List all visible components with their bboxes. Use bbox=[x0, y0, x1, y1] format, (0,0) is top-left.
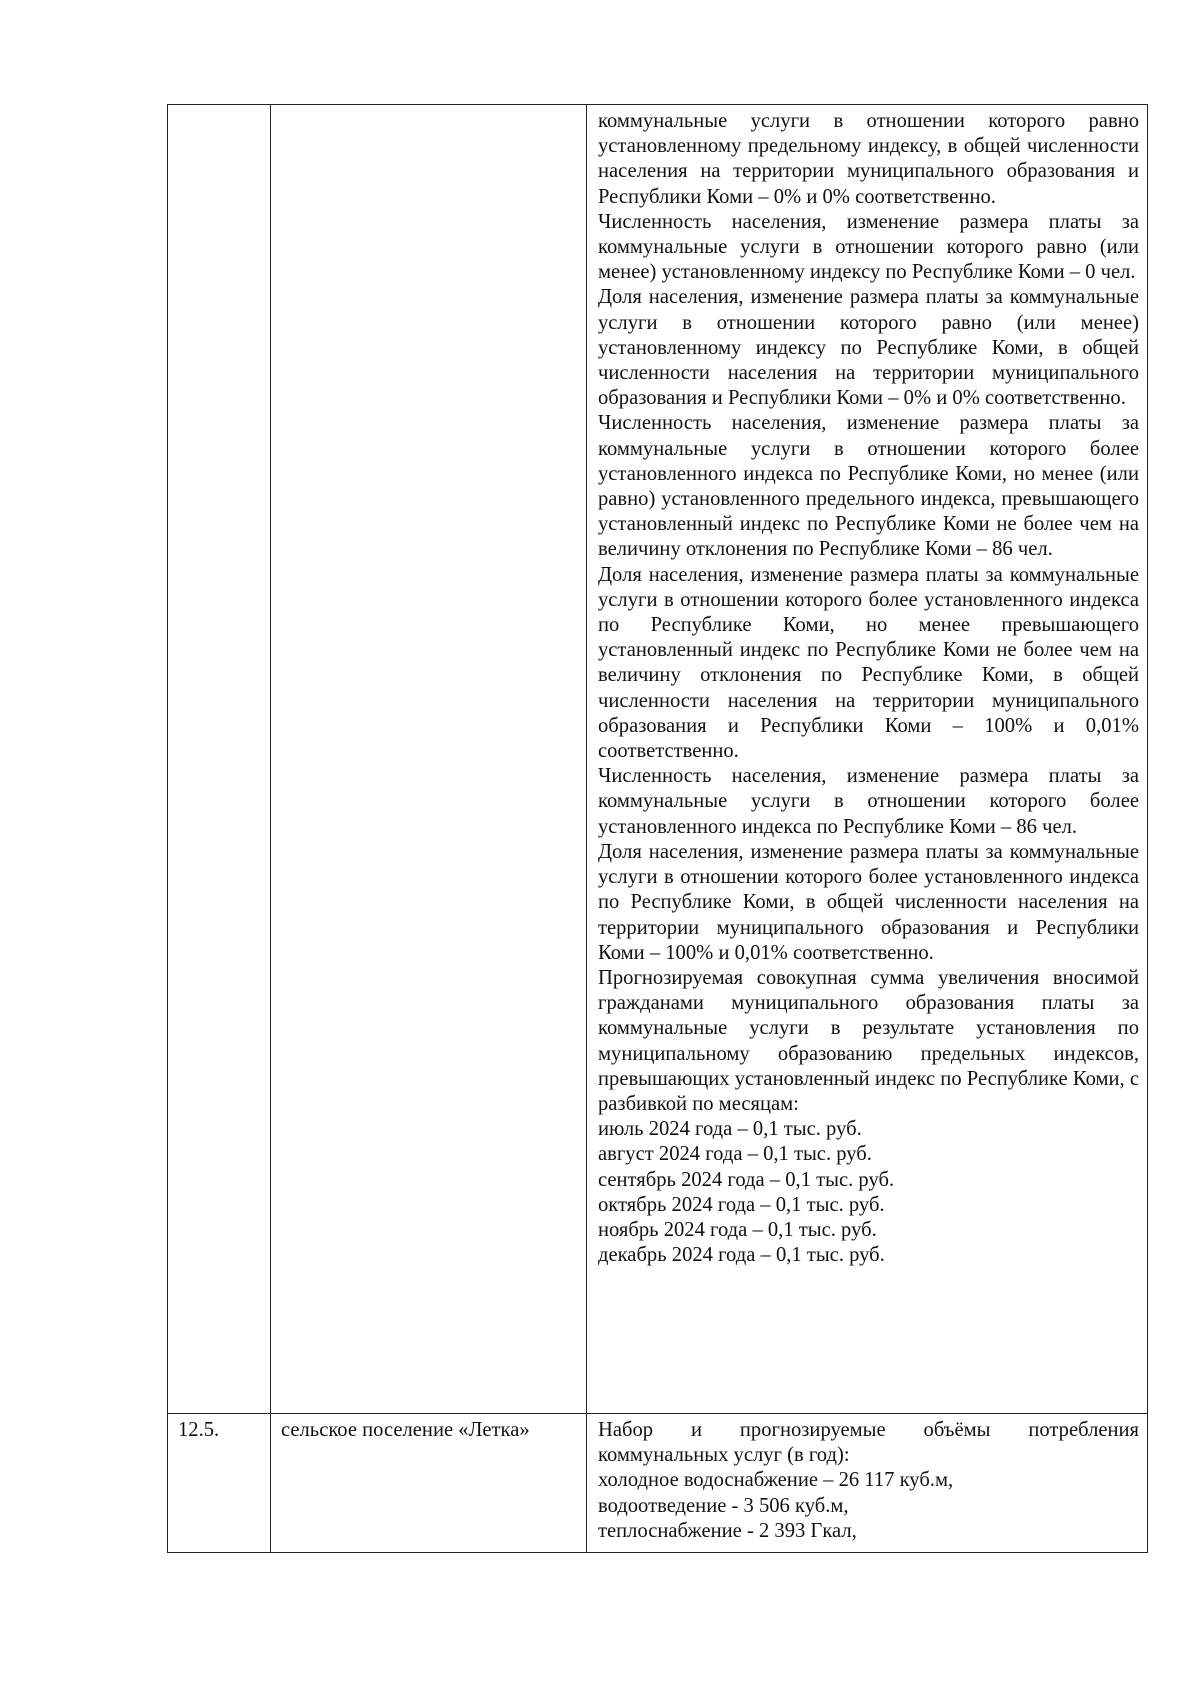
row-name-cell bbox=[271, 1414, 587, 1553]
consumption-item: холодное водоснабжение – 26 117 куб.м, bbox=[598, 1469, 954, 1492]
monthly-amount: сентябрь 2024 года – 0,1 тыс. руб. bbox=[598, 1168, 895, 1191]
monthly-amount: август 2024 года – 0,1 тыс. руб. bbox=[598, 1143, 872, 1166]
consumption-item: водоотведение - 3 506 куб.м, bbox=[598, 1494, 849, 1517]
table-row bbox=[168, 1414, 1148, 1553]
paragraph: Прогнозируемая совокупная сумма увеличения вносимой гражданами муниципального образования платы за коммунальные услуги в результате установления по муниципальному образованию предельных индексов, превышающих установленный индекс по Республике Коми, с разбивкой по месяцам: bbox=[598, 966, 1139, 1115]
paragraph: Численность населения, изменение размера платы за коммунальные услуги в отношении которого более установленного индекса по Республике Коми – 86 чел. bbox=[598, 765, 1139, 838]
paragraph: Доля населения, изменение размера платы за коммунальные услуги в отношении которого более установленного индекса по Республике Коми, но менее превышающего установленный индекс по Республике Коми не более чем на величину отклонения по Республике Коми, в общей численности населения на территории муниципального образования и Республики Коми – 100% и 0,01% соответственно. bbox=[598, 563, 1139, 763]
description-text bbox=[587, 1414, 1147, 1550]
table-row bbox=[168, 105, 1148, 1414]
row-description-cell bbox=[587, 1414, 1148, 1553]
indices-table bbox=[167, 104, 1148, 1553]
row-number-cell bbox=[168, 1414, 271, 1553]
paragraph: коммунальные услуги в отношении которого равно установленному предельному индексу, в общей численности населения на территории муниципального образования и Республики Коми – 0% и 0% соответственно. bbox=[598, 110, 1139, 208]
paragraph: Доля населения, изменение размера платы за коммунальные услуги в отношении которого равно (или менее) установленному индексу по Республике Коми, в общей численности населения на территории муниципального образования и Республики Коми – 0% и 0% соответственно. bbox=[598, 286, 1139, 410]
row-description-cell bbox=[587, 105, 1148, 1414]
row-number bbox=[168, 105, 270, 115]
row-name-cell bbox=[271, 105, 587, 1414]
monthly-amount: октябрь 2024 года – 0,1 тыс. руб. bbox=[598, 1193, 885, 1216]
paragraph: Набор и прогнозируемые объёмы потребления коммунальных услуг (в год): bbox=[598, 1419, 1139, 1467]
description-text bbox=[587, 105, 1147, 1274]
row-number: 12.5. bbox=[178, 1419, 220, 1441]
monthly-amount: ноябрь 2024 года – 0,1 тыс. руб. bbox=[598, 1218, 877, 1241]
row-number-cell bbox=[168, 105, 271, 1414]
paragraph: Доля населения, изменение размера платы за коммунальные услуги в отношении которого более установленного индекса по Республике Коми, в общей численности населения на территории муниципального образования и Республики Коми – 100% и 0,01% соответственно. bbox=[598, 840, 1139, 964]
monthly-amount: декабрь 2024 года – 0,1 тыс. руб. bbox=[598, 1244, 885, 1267]
row-name bbox=[271, 105, 586, 115]
consumption-item: теплоснабжение - 2 393 Гкал, bbox=[598, 1519, 857, 1542]
row-name: сельское поселение «Летка» bbox=[281, 1419, 530, 1441]
paragraph: Численность населения, изменение размера платы за коммунальные услуги в отношении которого равно (или менее) установленному индексу по Республике Коми – 0 чел. bbox=[598, 210, 1139, 284]
monthly-amount: июль 2024 года – 0,1 тыс. руб. bbox=[598, 1118, 862, 1141]
paragraph: Численность населения, изменение размера платы за коммунальные услуги в отношении которого более установленного индекса по Республике Коми, но менее (или равно) установленного предельного индекса, превышающего установленный индекс по Республике Коми не более чем на величину отклонения по Республике Коми – 86 чел. bbox=[598, 412, 1139, 561]
